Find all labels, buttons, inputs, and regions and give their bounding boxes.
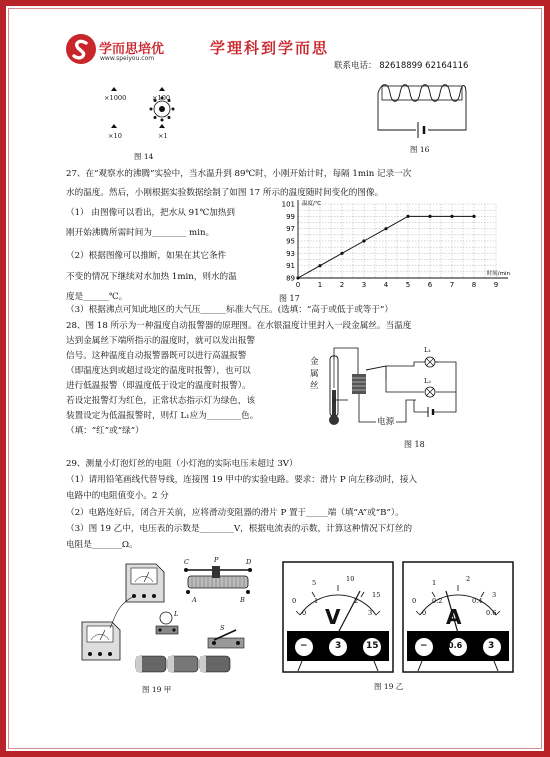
x-tick-label: 9 <box>493 281 499 289</box>
q28-line: 信号。这种温度自动报警器既可以进行高温报警 <box>66 351 247 361</box>
lamp-l1-label: L₁ <box>424 346 432 354</box>
voltmeter-terminal[interactable]: − <box>300 641 308 651</box>
logo-name: 学而思培优 <box>99 42 165 57</box>
figure-caption: 图 16 <box>410 145 430 154</box>
voltmeter-tick: 15 <box>372 591 381 599</box>
y-tick-label: 91 <box>286 262 295 271</box>
voltmeter-terminal[interactable]: 3 <box>335 641 342 651</box>
rheostat-label-c: C <box>184 558 190 566</box>
q27-part2: 不变的情况下继续对水加热 1min，则水的温 <box>66 272 237 282</box>
q27-part2: （2）根据图像可以推断，如果在其它条件 <box>66 251 227 261</box>
dial-label: ×1 <box>158 132 168 140</box>
q28-line: 进行低温报警（即温度低于设定的温度时报警）。 <box>66 381 251 391</box>
voltmeter-minor: 1 <box>314 597 319 605</box>
rheostat-label-d: D <box>246 558 252 566</box>
ammeter-terminal[interactable]: 0.6 <box>448 641 463 650</box>
y-tick-label: 101 <box>281 200 295 209</box>
figure-19b <box>282 561 526 701</box>
ammeter-tick: 1 <box>432 579 437 587</box>
voltmeter-symbol: V <box>325 605 341 629</box>
q28-line: 若设定报警灯为红色，正常状态指示灯为绿色，该 <box>66 396 256 406</box>
figure-caption: 图 19 乙 <box>374 682 404 691</box>
rheostat-label-a: A <box>192 596 197 604</box>
q27-line: 水的温度。然后，小刚根据实验数据绘制了如图 17 所示的温度随时间变化的图像。 <box>66 188 384 198</box>
x-tick-label: 2 <box>339 281 345 289</box>
data-point <box>450 215 453 218</box>
ammeter-terminal[interactable]: − <box>420 641 428 651</box>
y-axis-title: 温度/℃ <box>302 201 322 207</box>
q28-line: 装置设定为低温报警时，则灯 L₁应为________色。 <box>66 411 259 421</box>
contact-phone: 联系电话： 82618899 62164116 <box>334 61 469 71</box>
y-tick-label: 93 <box>286 249 295 258</box>
y-tick-label: 89 <box>286 274 295 283</box>
rheostat-label-b: B <box>240 596 245 604</box>
q27-line: 27、在“观察水的沸腾”实验中，当水温升到 89℃时，小刚开始计时，每隔 1min 记录一次 <box>66 169 412 179</box>
voltmeter-terminal[interactable]: 15 <box>366 641 379 651</box>
voltmeter-tick: 0 <box>292 597 297 605</box>
figure-19a <box>76 558 276 700</box>
q28-line: （即温度达到或超过设定的温度时报警），也可以 <box>66 366 251 376</box>
q29-title: 29、测量小灯泡灯丝的电阻（小灯泡的实际电压未超过 3V） <box>66 459 298 469</box>
figure-caption: 图 14 <box>134 152 154 161</box>
lamp-l2-label: L₂ <box>424 377 432 385</box>
q27-part1: 刚开始沸腾所需时间为________ min。 <box>66 228 215 238</box>
x-axis-title: 时间/min <box>486 271 510 277</box>
figure-18 <box>306 340 476 454</box>
q28-line: 达到金属丝下端所指示的温度时，就可以发出报警 <box>66 336 256 346</box>
experiment-apparatus <box>76 558 276 688</box>
x-tick-label: 7 <box>449 281 455 289</box>
x-tick-label: 5 <box>405 281 411 289</box>
lamp-label: L <box>174 610 179 618</box>
q29-line: （2）电路连好后，闭合开关前，应将滑动变阻器的滑片 P 置于_____端（填“A”或“B”）。 <box>66 508 404 518</box>
dial-label: ×10 <box>108 132 122 140</box>
q29-line: 电路中的电阻值变小。2 分 <box>66 491 169 501</box>
y-tick-label: 97 <box>286 225 295 234</box>
q27-part3: （3）根据沸点可知此地区的大气压______标准大气压。(选填：“高于或低于或等于”） <box>66 305 393 315</box>
q28-line: （填：“红”或“绿”） <box>66 426 144 436</box>
dial-label: ×100 <box>152 94 171 102</box>
switch-label: S <box>220 624 225 632</box>
metal-wire-label: 属 <box>310 369 319 379</box>
data-point <box>472 215 475 218</box>
figure-caption: 图 19 甲 <box>142 685 172 694</box>
voltmeter-tick: 10 <box>346 575 355 583</box>
solenoid-circuit <box>368 78 478 150</box>
q28-line: 28、图 18 所示为一种温度自动报警器的原理图。在水银温度计里封入一段金属丝。当温度 <box>66 321 412 331</box>
ammeter-minor: 0.4 <box>472 597 483 605</box>
figure-16 <box>368 78 478 168</box>
logo-icon <box>66 34 96 64</box>
x-tick-label: 8 <box>471 281 477 289</box>
figure-caption: 图 18 <box>404 440 425 449</box>
ammeter-tick: 3 <box>492 591 497 599</box>
voltmeter-tick: 5 <box>312 579 317 587</box>
metal-wire-label: 丝 <box>310 381 319 391</box>
data-point <box>384 227 387 230</box>
figure-17 <box>274 196 534 308</box>
q27-part2: 度是______℃。 <box>66 292 128 302</box>
power-label: 电源 <box>377 417 395 427</box>
temperature-time-chart <box>274 196 534 296</box>
figure-caption: 图 17 <box>279 294 300 303</box>
voltmeter-minor: 3 <box>368 609 373 617</box>
x-tick-label: 4 <box>383 281 389 289</box>
resistance-box-dials <box>86 84 206 144</box>
voltmeter-minor: 0 <box>302 609 307 617</box>
ammeter-symbol: A <box>446 605 462 629</box>
x-tick-label: 6 <box>427 281 433 289</box>
y-tick-label: 95 <box>286 237 295 246</box>
data-point <box>362 239 365 242</box>
ammeter-minor: 0.2 <box>432 597 443 605</box>
x-tick-label: 1 <box>317 281 323 289</box>
ammeter-terminal[interactable]: 3 <box>488 641 495 651</box>
q29-line: （1）请用铅笔画线代替导线，连接图 19 甲中的实验电路。要求：滑片 P 向左移动时，接入 <box>66 475 418 485</box>
x-tick-label: 3 <box>361 281 367 289</box>
ammeter-minor: 0.6 <box>486 609 497 617</box>
q29-line: 电阻是_______Ω。 <box>66 540 138 550</box>
ammeter-tick: 0 <box>412 597 417 605</box>
data-point <box>296 276 299 279</box>
header-slogan: 学理科到学而思 <box>210 39 330 57</box>
data-point <box>428 215 431 218</box>
ammeter-tick: 2 <box>466 575 471 583</box>
logo-url: www.speiyou.com <box>100 55 155 62</box>
y-tick-label: 99 <box>286 212 295 221</box>
data-point <box>318 264 321 267</box>
voltmeter-minor: 2 <box>354 597 359 605</box>
figure-14 <box>86 84 206 166</box>
metal-wire-label: 金 <box>310 357 319 367</box>
dial-label: ×1000 <box>104 94 127 102</box>
x-tick-label: 0 <box>295 281 301 289</box>
ammeter-minor: 0 <box>422 609 427 617</box>
data-point <box>406 215 409 218</box>
rheostat-label-p: P <box>214 556 219 564</box>
data-point <box>340 252 343 255</box>
q29-line: （3）图 19 乙中，电压表的示数是________V，根据电流表的示数，计算这种情况下灯丝的 <box>66 524 413 534</box>
q27-part1: （1） 由图像可以看出，把水从 91℃加热到 <box>66 208 235 218</box>
